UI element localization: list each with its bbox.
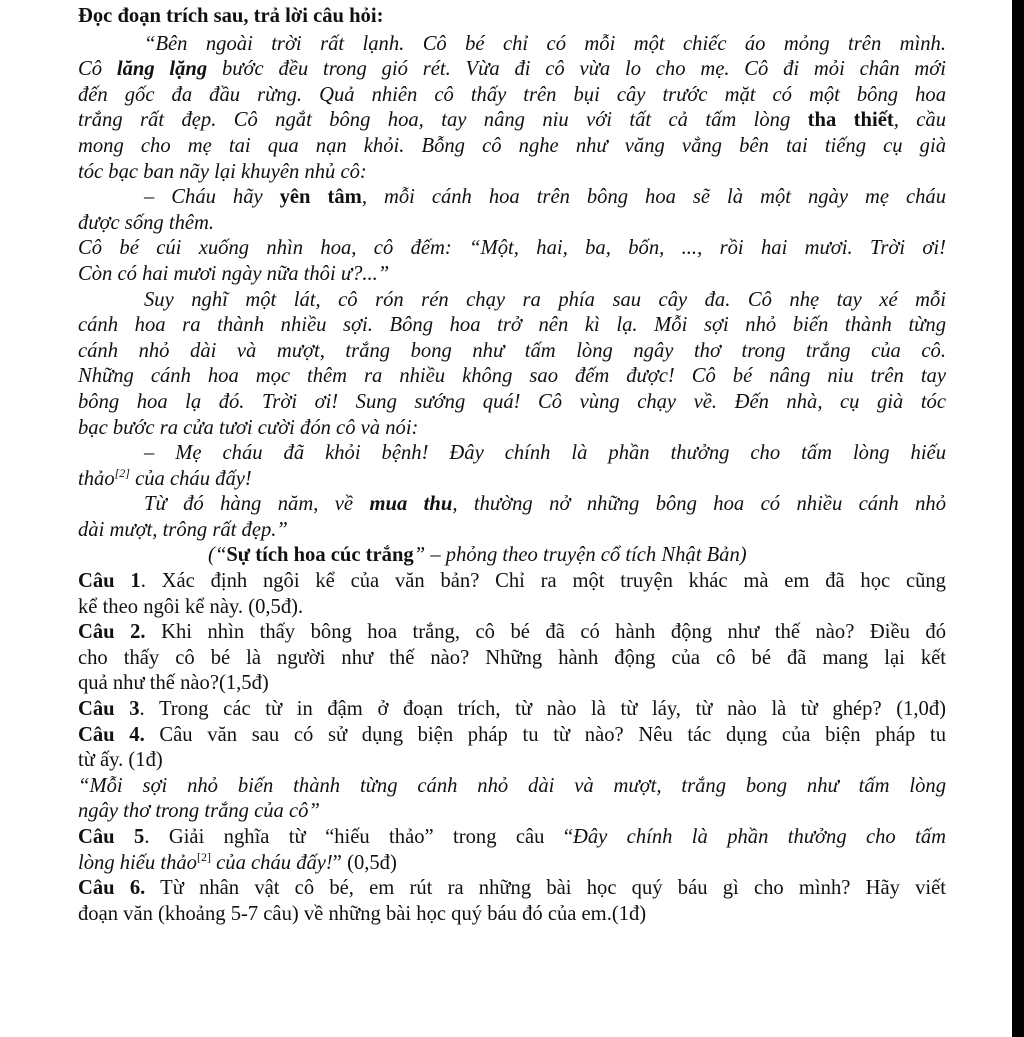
question-2: Câu 2. Khi nhìn thấy bông hoa trắng, cô bé đã có hành động như thế nào? Điều đó xyxy=(78,621,947,644)
bold-word-mua-thu: mua thu xyxy=(369,493,453,516)
excerpt-line: trắng rất đẹp. Cô ngắt bông hoa, tay nâng niu với tất cả tấm lòng tha thiết, cầu xyxy=(78,109,946,132)
question-6-cont: đoạn văn (khoảng 5-7 câu) về những bài học quý báu đó của em.(1đ) xyxy=(78,902,647,925)
question-label: Câu 5 xyxy=(78,826,145,848)
excerpt-source: (“Sự tích hoa cúc trắng” – phỏng theo truyện cổ tích Nhật Bản) xyxy=(208,544,747,567)
excerpt-line: bạc bước ra cửa tươi cười đón cô và nói: xyxy=(78,416,419,439)
excerpt-line: – Cháu hãy yên tâm, mỗi cánh hoa trên bông hoa sẽ là một ngày mẹ cháu xyxy=(144,186,946,209)
instruction-heading: Đọc đoạn trích sau, trả lời câu hỏi: xyxy=(78,5,384,27)
question-2-cont: quả như thế nào?(1,5đ) xyxy=(78,672,269,695)
question-4-quote: ngây thơ trong trắng của cô” xyxy=(78,800,320,823)
excerpt-line: bông hoa lạ đó. Trời ơi! Sung sướng quá! Cô vùng chạy về. Đến nhà, cụ già tóc xyxy=(78,390,946,413)
question-1-cont: kể theo ngôi kể này. (0,5đ). xyxy=(78,595,304,618)
excerpt-line: đến gốc đa đầu rừng. Quả nhiên cô thấy trên bụi cây trước mặt có một bông hoa xyxy=(78,83,946,106)
excerpt-line: Suy nghĩ một lát, cô rón rén chạy ra phía sau cây đa. Cô nhẹ tay xé mỗi xyxy=(144,288,946,311)
bold-word-lang-lang: lăng lặng xyxy=(116,58,208,81)
question-2-cont: cho thấy cô bé là người như thế nào? Những hành động của cô bé đã mang lại kết xyxy=(78,646,946,669)
excerpt-line: được sống thêm. xyxy=(78,211,215,234)
bold-word-tha-thiet: tha thiết xyxy=(807,109,894,132)
excerpt-line: tóc bạc ban nãy lại khuyên nhủ cô: xyxy=(78,160,367,183)
question-4-quote: “Mỗi sợi nhỏ biến thành từng cánh nhỏ dài và mượt, trắng bong như tấm lòng xyxy=(78,774,946,797)
source-title: Sự tích hoa cúc trắng xyxy=(226,544,414,567)
question-label: Câu 2. xyxy=(78,621,146,644)
excerpt-line: “Bên ngoài trời rất lạnh. Cô bé chỉ có mỗi một chiếc áo mỏng trên mình. xyxy=(144,32,946,55)
excerpt-line: cánh nhỏ dài và mượt, trắng bong như tấm lòng ngây thơ trong trắng của cô. xyxy=(78,339,946,362)
bold-word-yen-tam: yên tâm xyxy=(279,186,362,209)
footnote-marker: [2] xyxy=(114,465,130,480)
question-label: Câu 1 xyxy=(78,570,141,593)
question-1: Câu 1. Xác định ngôi kể của văn bản? Chỉ ra một truyện khác mà em đã học cũng xyxy=(78,570,946,593)
question-6: Câu 6. Từ nhân vật cô bé, em rút ra những bài học quý báu gì cho mình? Hãy viết xyxy=(78,877,946,900)
story-excerpt xyxy=(78,32,946,544)
question-4: Câu 4. Câu văn sau có sử dụng biện pháp tu từ nào? Nêu tác dụng của biện pháp tu xyxy=(78,723,946,746)
question-5: Câu 5. Giải nghĩa từ “hiếu thảo” trong câu “Đây chính là phần thưởng cho tấm xyxy=(78,826,946,848)
excerpt-line: – Mẹ cháu đã khỏi bệnh! Đây chính là phần thưởng cho tấm lòng hiếu xyxy=(144,442,946,465)
excerpt-line: Từ đó hàng năm, về mua thu, thường nở những bông hoa có nhiều cánh nhỏ xyxy=(144,493,947,516)
question-label: Câu 4. xyxy=(78,723,145,746)
excerpt-line: Cô lăng lặng bước đều trong gió rét. Vừa đi cô vừa lo cho mẹ. Cô đi mỏi chân mới xyxy=(78,58,947,81)
question-label: Câu 3 xyxy=(78,698,140,721)
excerpt-line: cánh hoa ra thành nhiều sợi. Bông hoa trở nên kì lạ. Mỗi sợi nhỏ biến thành từng xyxy=(78,314,946,337)
questions-section xyxy=(78,569,946,927)
excerpt-line: Còn có hai mươi ngày nữa thôi ư?...” xyxy=(78,262,390,285)
footnote-marker: [2] xyxy=(196,849,211,864)
question-5-cont: lòng hiếu thảo[2] của cháu đấy!” (0,5đ) xyxy=(78,849,397,874)
excerpt-line: Những cánh hoa mọc thêm ra nhiều không sao đếm được! Cô bé nâng niu trên tay xyxy=(78,365,946,388)
excerpt-line: mong cho mẹ tai qua nạn khỏi. Bỗng cô nghe như văng vẳng bên tai tiếng cụ già xyxy=(78,134,946,157)
excerpt-line: thảo[2] của cháu đấy! xyxy=(78,465,252,490)
question-4-cont: từ ấy. (1đ) xyxy=(78,749,163,772)
excerpt-line: dài mượt, trông rất đẹp.” xyxy=(78,518,288,541)
question-3: Câu 3. Trong các từ in đậm ở đoạn trích, từ nào là từ láy, từ nào là từ ghép? (1,0đ) xyxy=(78,698,946,721)
question-label: Câu 6. xyxy=(78,877,146,900)
excerpt-line: Cô bé cúi xuống nhìn hoa, cô đếm: “Một, hai, ba, bốn, ..., rồi hai mươi. Trời ơi! xyxy=(78,237,946,260)
